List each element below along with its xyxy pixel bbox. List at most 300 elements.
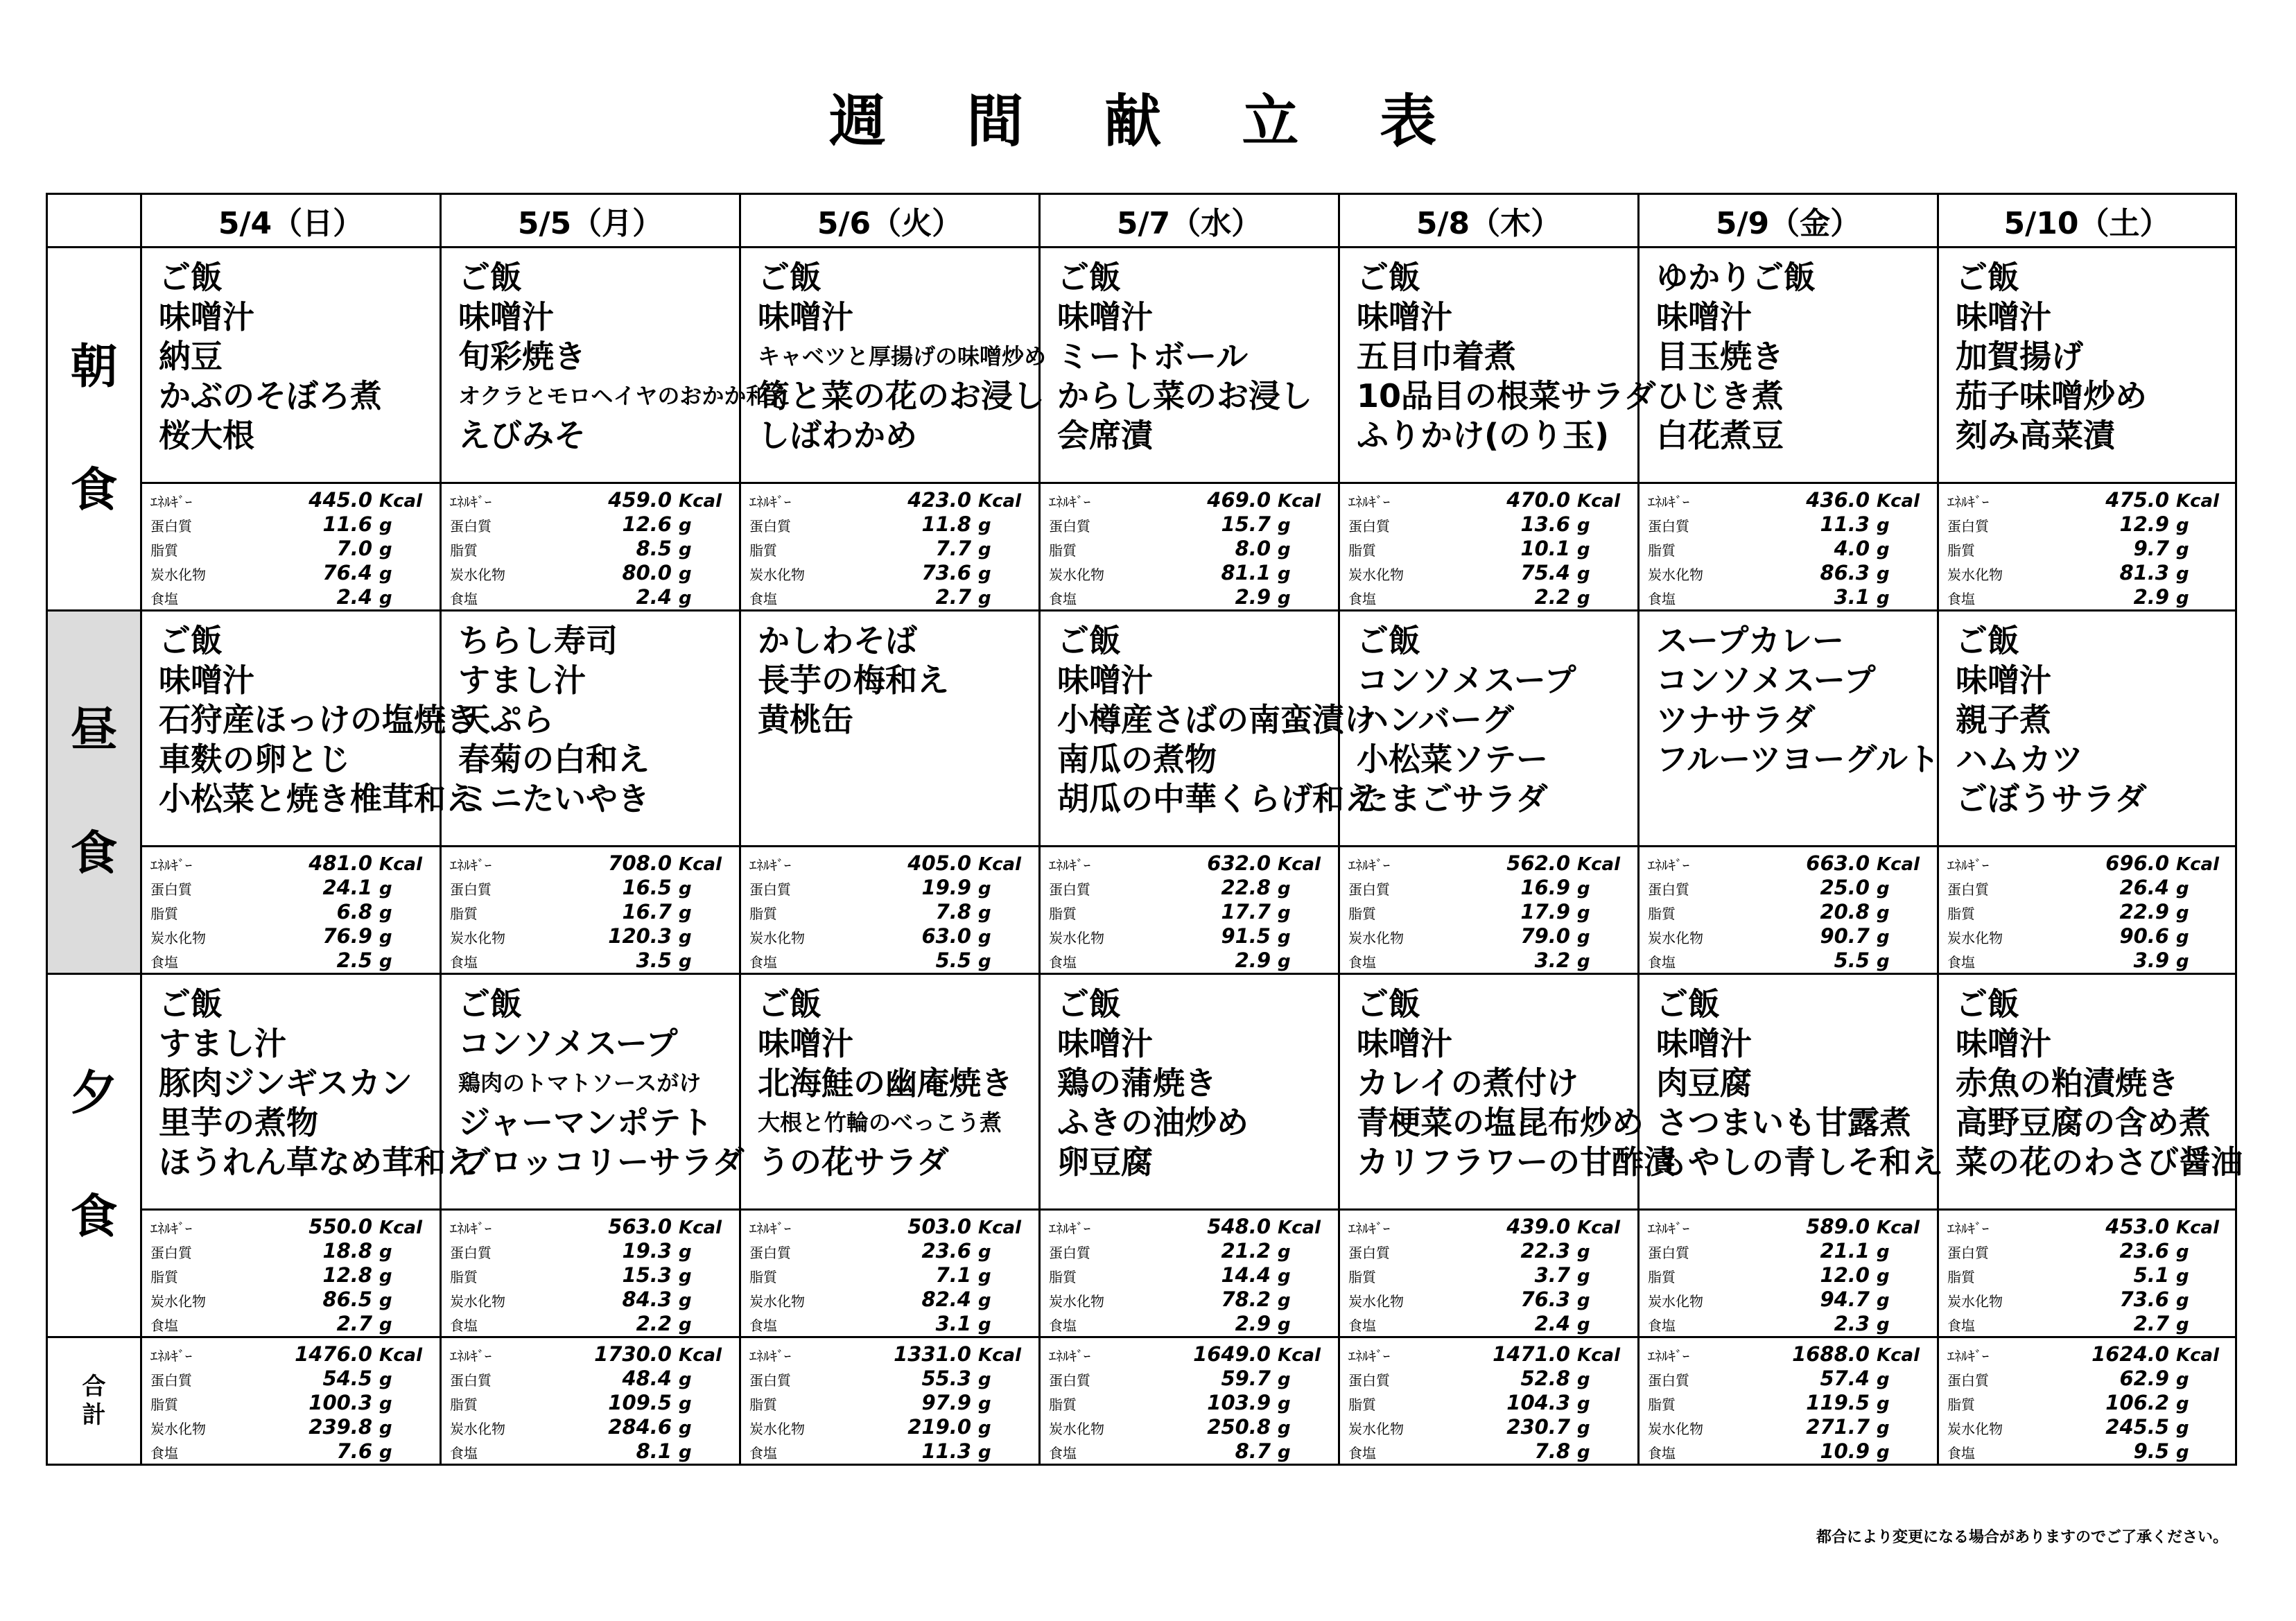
- nutrient-value: 4.0: [1834, 537, 1870, 560]
- dish-item: ミニたいやき: [458, 780, 650, 817]
- nutrient-label: 蛋白質: [1648, 518, 1689, 535]
- nutrient-unit: g: [1877, 588, 1890, 609]
- dish-item: 味噌汁: [458, 298, 554, 336]
- nutrient-value: 7.7: [935, 537, 971, 560]
- nutrient-unit: g: [978, 1369, 991, 1390]
- meal-label-bottom: 食: [70, 1189, 118, 1245]
- nutrient-value: 86.3: [1820, 561, 1870, 584]
- nutrition-row: [1947, 948, 2228, 973]
- nutrient-unit: Kcal: [2176, 854, 2220, 875]
- nutrition-row: [749, 1367, 1032, 1391]
- nutrition-block: [1947, 1215, 2228, 1336]
- nutrient-unit: g: [978, 1418, 991, 1439]
- nutrient-value: 14.4: [1221, 1263, 1271, 1287]
- dish-cell: [1040, 974, 1339, 1210]
- nutrition-row: [1648, 876, 1930, 900]
- nutrient-unit: Kcal: [1278, 491, 1321, 512]
- nutrient-unit: g: [679, 515, 692, 536]
- dish-item: ご飯: [1956, 622, 2019, 659]
- nutrient-unit: g: [978, 588, 991, 609]
- nutrition-row: [1348, 948, 1630, 973]
- dinner-label: [47, 974, 141, 1337]
- page-title: 週 間 献 立 表: [828, 89, 1468, 155]
- nutrient-unit: g: [978, 951, 991, 972]
- nutrient-value: 563.0: [608, 1215, 672, 1238]
- nutrient-label: 食塩: [749, 1445, 777, 1462]
- dish-item: コンソメスープ: [458, 1025, 678, 1062]
- nutrition-cell: [1938, 483, 2236, 611]
- nutrition-row: [1049, 924, 1331, 948]
- nutrient-unit: g: [1577, 951, 1590, 972]
- dish-item: かぶのそぼろ煮: [159, 377, 382, 415]
- nutrient-value: 10.1: [1520, 537, 1570, 560]
- nutrient-unit: g: [1877, 1266, 1890, 1287]
- nutrient-value: 7.8: [935, 900, 971, 924]
- nutrient-unit: g: [978, 878, 991, 899]
- nutrient-value: 82.4: [921, 1288, 971, 1311]
- nutrient-label: 食塩: [1947, 1317, 1975, 1334]
- dish-cell: [1339, 248, 1656, 483]
- dish-item: 五目巾着煮: [1357, 338, 1516, 375]
- dish-item: カリフラワーの甘酢漬: [1357, 1143, 1676, 1181]
- nutrition-row: [450, 561, 732, 585]
- nutrition-row: [749, 1415, 1032, 1439]
- nutrient-value: 6.8: [336, 900, 372, 924]
- nutrient-unit: g: [1577, 1266, 1590, 1287]
- nutrient-unit: Kcal: [2176, 491, 2220, 512]
- nutrition-row: [1648, 1439, 1930, 1464]
- dish-item: 味噌汁: [1057, 661, 1153, 699]
- dish-item: さつまいも甘露煮: [1656, 1104, 1911, 1141]
- nutrient-unit: Kcal: [679, 491, 722, 512]
- nutrition-row: [1348, 1391, 1630, 1415]
- dish-cell: [441, 248, 791, 483]
- nutrition-row: [150, 1263, 433, 1288]
- nutrient-unit: g: [679, 1315, 692, 1335]
- nutrient-unit: g: [1278, 878, 1291, 899]
- nutrient-label: ｴﾈﾙｷﾞｰ: [1648, 1348, 1689, 1364]
- nutrient-unit: g: [1577, 878, 1590, 899]
- nutrient-value: 2.9: [1235, 585, 1271, 609]
- nutrition-row: [1049, 1288, 1331, 1312]
- nutrient-unit: Kcal: [1577, 854, 1621, 875]
- nutrition-cell: [740, 847, 1040, 974]
- nutrient-unit: g: [978, 1266, 991, 1287]
- nutrient-unit: g: [679, 951, 692, 972]
- nutrient-label: 炭水化物: [1049, 930, 1104, 946]
- nutrient-unit: g: [1278, 1242, 1291, 1263]
- nutrient-label: 蛋白質: [749, 518, 791, 535]
- nutrient-label: 蛋白質: [749, 881, 791, 898]
- nutrition-row: [749, 876, 1032, 900]
- footnote: 都合により変更になる場合がありますのでご了承ください。: [1816, 1529, 2228, 1546]
- nutrient-value: 439.0: [1506, 1215, 1570, 1238]
- nutrient-label: 蛋白質: [1648, 881, 1689, 898]
- nutrient-value: 76.9: [322, 924, 372, 948]
- nutrition-row: [150, 1415, 433, 1439]
- nutrition-row: [1348, 876, 1630, 900]
- nutrient-value: 405.0: [907, 851, 971, 875]
- nutrient-label: 炭水化物: [749, 1293, 805, 1310]
- nutrition-cell: [1639, 847, 1938, 974]
- nutrient-value: 9.7: [2133, 537, 2169, 560]
- nutrient-value: 230.7: [1506, 1415, 1570, 1439]
- nutrient-unit: g: [1877, 878, 1890, 899]
- nutrient-label: 炭水化物: [450, 566, 505, 583]
- nutrient-value: 8.1: [636, 1439, 672, 1463]
- nutrient-unit: g: [1877, 1315, 1890, 1335]
- dish-item: 豚肉ジンギスカン: [159, 1064, 412, 1102]
- nutrient-unit: Kcal: [679, 854, 722, 875]
- nutrient-unit: g: [1577, 564, 1590, 584]
- nutrient-unit: g: [679, 903, 692, 924]
- dish-item: 味噌汁: [1656, 1025, 1752, 1062]
- nutrient-label: 脂質: [1648, 905, 1676, 922]
- nutrition-row: [150, 488, 433, 512]
- nutrient-unit: g: [2176, 951, 2189, 972]
- nutrition-row: [749, 1288, 1032, 1312]
- nutrition-cell: [1040, 483, 1339, 611]
- nutrient-unit: g: [2176, 515, 2189, 536]
- dish-cell: [1938, 611, 2236, 847]
- total-cell: [141, 1337, 441, 1465]
- nutrient-label: 食塩: [150, 1445, 178, 1462]
- nutrient-value: 250.8: [1207, 1415, 1271, 1439]
- dish-item: 石狩産ほっけの塩焼き: [159, 701, 478, 738]
- dish-item: 味噌汁: [1057, 1025, 1153, 1062]
- nutrient-label: ｴﾈﾙｷﾞｰ: [1049, 1220, 1090, 1237]
- nutrition-row: [450, 900, 732, 924]
- nutrient-unit: g: [1278, 539, 1291, 560]
- nutrient-unit: g: [679, 1418, 692, 1439]
- nutrition-row: [1348, 924, 1630, 948]
- nutrient-label: 食塩: [1648, 1445, 1676, 1462]
- nutrition-row: [450, 851, 732, 876]
- nutrition-row: [1348, 1415, 1630, 1439]
- nutrient-unit: g: [1577, 1242, 1590, 1263]
- nutrition-row: [1348, 1367, 1630, 1391]
- nutrition-row: [749, 851, 1032, 876]
- nutrition-row: [749, 1312, 1032, 1336]
- nutrition-row: [1947, 1342, 2228, 1367]
- nutrition-row: [150, 537, 433, 561]
- meal-label-top: 朝: [70, 339, 118, 395]
- nutrient-unit: g: [379, 951, 392, 972]
- dish-item: 会席漬: [1057, 417, 1153, 454]
- nutrient-label: 炭水化物: [1348, 930, 1404, 946]
- nutrient-value: 3.5: [636, 948, 672, 972]
- date-header: 5/8（木）: [1339, 194, 1639, 248]
- nutrient-value: 104.3: [1506, 1391, 1570, 1414]
- nutrition-block: [749, 1215, 1032, 1336]
- nutrient-label: 脂質: [1947, 905, 1975, 922]
- nutrient-label: 蛋白質: [1348, 518, 1390, 535]
- dish-item: ブロッコリーサラダ: [458, 1143, 745, 1181]
- nutrition-row: [1947, 1391, 2228, 1415]
- nutrition-row: [749, 1342, 1032, 1367]
- nutrient-label: 炭水化物: [150, 1293, 206, 1310]
- nutrient-label: 脂質: [150, 905, 178, 922]
- nutrition-row: [450, 512, 732, 537]
- nutrition-row: [1049, 1263, 1331, 1288]
- total-cell: [1938, 1337, 2236, 1465]
- nutrition-row: [1648, 851, 1930, 876]
- nutrient-label: 蛋白質: [1947, 518, 1989, 535]
- nutrition-row: [150, 1312, 433, 1336]
- nutrient-value: 7.8: [1534, 1439, 1570, 1463]
- nutrient-value: 84.3: [622, 1288, 672, 1311]
- dish-item: 里芋の煮物: [159, 1104, 318, 1141]
- lunch-dishes-row: [47, 611, 2236, 847]
- nutrient-value: 73.6: [921, 561, 971, 584]
- dish-item: ご飯: [1956, 985, 2019, 1023]
- nutrition-row: [1947, 512, 2228, 537]
- nutrition-block: [749, 1342, 1032, 1464]
- nutrient-value: 470.0: [1506, 488, 1570, 512]
- nutrition-row: [1348, 900, 1630, 924]
- nutrient-value: 2.4: [636, 585, 672, 609]
- dish-item: 長芋の梅和え: [758, 661, 949, 699]
- nutrient-label: 食塩: [1049, 1317, 1077, 1334]
- nutrient-label: 炭水化物: [1947, 1293, 2003, 1310]
- nutrition-row: [150, 1439, 433, 1464]
- nutrient-unit: g: [379, 1369, 392, 1390]
- nutrient-label: 脂質: [450, 1269, 478, 1285]
- nutrient-value: 423.0: [907, 488, 971, 512]
- dish-cell: [441, 974, 745, 1210]
- nutrition-cell: [740, 1210, 1040, 1337]
- dish-item: ご飯: [159, 259, 223, 296]
- nutrition-row: [749, 1263, 1032, 1288]
- nutrient-unit: g: [1278, 1418, 1291, 1439]
- nutrient-unit: g: [379, 1442, 392, 1463]
- dish-item: ジャーマンポテト: [458, 1104, 713, 1141]
- nutrition-block: [749, 488, 1032, 609]
- nutrition-row: [1648, 512, 1930, 537]
- nutrient-unit: g: [1877, 903, 1890, 924]
- nutrition-row: [749, 900, 1032, 924]
- nutrient-unit: g: [1577, 515, 1590, 536]
- nutrient-value: 1476.0: [295, 1342, 372, 1366]
- nutrient-label: ｴﾈﾙｷﾞｰ: [1947, 1348, 1989, 1364]
- dish-item: たまごサラダ: [1357, 780, 1548, 817]
- nutrition-row: [1348, 585, 1630, 609]
- nutrient-value: 7.0: [336, 537, 372, 560]
- dish-item: からし菜のお浸し: [1057, 377, 1312, 415]
- nutrient-value: 120.3: [608, 924, 672, 948]
- nutrient-label: 脂質: [1348, 542, 1376, 559]
- nutrient-value: 445.0: [308, 488, 372, 512]
- nutrition-row: [749, 948, 1032, 973]
- nutrition-row: [749, 1391, 1032, 1415]
- nutrition-row: [450, 1367, 732, 1391]
- nutrition-row: [150, 900, 433, 924]
- nutrient-label: ｴﾈﾙｷﾞｰ: [1947, 857, 1989, 874]
- nutrient-unit: g: [1577, 1418, 1590, 1439]
- dish-item: かしわそば: [758, 622, 917, 659]
- nutrition-row: [1348, 1312, 1630, 1336]
- nutrition-row: [450, 1239, 732, 1263]
- dish-item: 天ぷら: [458, 701, 554, 738]
- total-row: [47, 1337, 2236, 1465]
- dish-cell: [1639, 248, 1938, 483]
- nutrition-row: [1049, 488, 1331, 512]
- nutrient-label: ｴﾈﾙｷﾞｰ: [450, 1348, 492, 1364]
- total-cell: [1040, 1337, 1339, 1465]
- nutrient-value: 26.4: [2119, 876, 2169, 899]
- nutrient-label: ｴﾈﾙｷﾞｰ: [1947, 494, 1989, 510]
- nutrient-value: 2.7: [336, 1312, 372, 1335]
- dish-item: 桜大根: [159, 417, 254, 454]
- total-cell: [441, 1337, 740, 1465]
- nutrient-unit: g: [978, 564, 991, 584]
- nutrient-label: 食塩: [1947, 954, 1975, 971]
- nutrition-row: [1049, 900, 1331, 924]
- nutrient-value: 22.9: [2119, 900, 2169, 924]
- nutrition-row: [1947, 1288, 2228, 1312]
- nutrition-row: [450, 1342, 732, 1367]
- nutrition-cell: [141, 847, 441, 974]
- nutrition-row: [1947, 537, 2228, 561]
- nutrient-label: 炭水化物: [1049, 566, 1104, 583]
- dish-item: 肉豆腐: [1656, 1064, 1752, 1102]
- corner-cell: [47, 194, 141, 248]
- dish-item: ハムカツ: [1956, 740, 2083, 778]
- nutrient-value: 75.4: [1520, 561, 1570, 584]
- nutrition-row: [1648, 1312, 1930, 1336]
- nutrition-row: [1049, 1312, 1331, 1336]
- total-cell: [1339, 1337, 1639, 1465]
- nutrition-row: [450, 585, 732, 609]
- dish-cell: [141, 248, 441, 483]
- nutrient-unit: g: [1278, 951, 1291, 972]
- dish-item: 味噌汁: [1656, 298, 1752, 336]
- nutrition-block: [1348, 1342, 1630, 1464]
- dish-item: 味噌汁: [758, 1025, 853, 1062]
- dish-item: 10品目の根菜サラダ: [1357, 377, 1656, 415]
- nutrient-value: 11.3: [921, 1439, 971, 1463]
- nutrient-value: 54.5: [322, 1367, 372, 1390]
- nutrition-row: [1947, 1415, 2228, 1439]
- dish-item: 黄桃缶: [758, 701, 853, 738]
- nutrition-row: [1648, 900, 1930, 924]
- dish-item: 青梗菜の塩昆布炒め: [1357, 1104, 1644, 1141]
- nutrition-row: [1348, 488, 1630, 512]
- nutrition-row: [749, 537, 1032, 561]
- nutrient-unit: g: [2176, 564, 2189, 584]
- dish-item: ご飯: [458, 985, 522, 1023]
- nutrient-unit: g: [1278, 1369, 1291, 1390]
- nutrient-label: 脂質: [450, 542, 478, 559]
- nutrient-value: 696.0: [2105, 851, 2169, 875]
- date-header-row: [47, 194, 2236, 248]
- nutrition-row: [450, 1288, 732, 1312]
- nutrient-unit: g: [2176, 927, 2189, 948]
- nutrient-label: 炭水化物: [749, 930, 805, 946]
- nutrition-row: [450, 1391, 732, 1415]
- date-header: 5/9（金）: [1639, 194, 1938, 248]
- nutrient-unit: g: [1877, 1394, 1890, 1414]
- nutrient-value: 80.0: [622, 561, 672, 584]
- dish-item: 加賀揚げ: [1956, 338, 2083, 375]
- nutrient-label: 炭水化物: [749, 1421, 805, 1437]
- nutrient-label: 炭水化物: [1947, 566, 2003, 583]
- nutrient-unit: g: [1577, 1369, 1590, 1390]
- nutrient-value: 239.8: [308, 1415, 372, 1439]
- nutrition-block: [450, 851, 732, 973]
- nutrient-label: 炭水化物: [1049, 1421, 1104, 1437]
- nutrition-cell: [441, 847, 740, 974]
- nutrient-value: 119.5: [1806, 1391, 1870, 1414]
- nutrient-value: 52.8: [1520, 1367, 1570, 1390]
- nutrient-value: 2.5: [336, 948, 372, 972]
- nutrient-unit: Kcal: [679, 1345, 722, 1366]
- nutrient-value: 453.0: [2105, 1215, 2169, 1238]
- nutrient-unit: g: [1577, 1394, 1590, 1414]
- nutrition-row: [1947, 851, 2228, 876]
- nutrient-unit: Kcal: [379, 491, 423, 512]
- nutrition-cell: [1639, 483, 1938, 611]
- nutrition-row: [1049, 1215, 1331, 1239]
- nutrition-row: [1648, 561, 1930, 585]
- nutrient-value: 13.6: [1520, 512, 1570, 536]
- nutrient-label: 食塩: [450, 1445, 478, 1462]
- nutrient-label: ｴﾈﾙｷﾞｰ: [1348, 494, 1390, 510]
- nutrient-unit: g: [1877, 539, 1890, 560]
- nutrition-row: [749, 1439, 1032, 1464]
- nutrient-unit: Kcal: [1577, 1217, 1621, 1238]
- nutrient-label: 食塩: [749, 591, 777, 607]
- dish-cell: [1639, 974, 1943, 1210]
- nutrient-value: 90.7: [1820, 924, 1870, 948]
- nutrition-block: [1049, 851, 1331, 973]
- dish-item: ひじき煮: [1656, 377, 1784, 415]
- nutrient-label: 炭水化物: [450, 930, 505, 946]
- nutrient-label: 炭水化物: [1348, 1293, 1404, 1310]
- breakfast-dishes-row: [47, 248, 2236, 483]
- nutrition-row: [1648, 488, 1930, 512]
- nutrient-value: 57.4: [1820, 1367, 1870, 1390]
- dish-cell: [740, 248, 1047, 483]
- nutrient-label: ｴﾈﾙｷﾞｰ: [1049, 857, 1090, 874]
- nutrition-block: [1947, 1342, 2228, 1464]
- nutrition-row: [150, 561, 433, 585]
- nutrient-label: 炭水化物: [1348, 1421, 1404, 1437]
- nutrient-label: 脂質: [1049, 905, 1077, 922]
- dish-item: 親子煮: [1956, 701, 2051, 738]
- nutrient-unit: Kcal: [1577, 491, 1621, 512]
- nutrition-row: [1947, 1263, 2228, 1288]
- nutrient-label: 食塩: [1049, 591, 1077, 607]
- nutrition-block: [450, 488, 732, 609]
- dish-item: 赤魚の粕漬焼き: [1956, 1064, 2179, 1102]
- nutrient-value: 8.7: [1235, 1439, 1271, 1463]
- nutrient-value: 12.6: [622, 512, 672, 536]
- nutrition-row: [450, 1215, 732, 1239]
- nutrition-row: [1049, 1439, 1331, 1464]
- nutrient-unit: Kcal: [1877, 1217, 1920, 1238]
- nutrient-value: 81.3: [2119, 561, 2169, 584]
- dish-item: コンソメスープ: [1656, 661, 1876, 699]
- dish-item: ふりかけ(のり玉): [1357, 417, 1610, 454]
- nutrient-value: 19.3: [622, 1239, 672, 1263]
- nutrient-label: 蛋白質: [1947, 1245, 1989, 1261]
- nutrition-row: [749, 1215, 1032, 1239]
- nutrition-row: [1049, 585, 1331, 609]
- nutrient-unit: g: [1278, 903, 1291, 924]
- nutrition-row: [1348, 1342, 1630, 1367]
- dish-item: 茄子味噌炒め: [1956, 377, 2147, 415]
